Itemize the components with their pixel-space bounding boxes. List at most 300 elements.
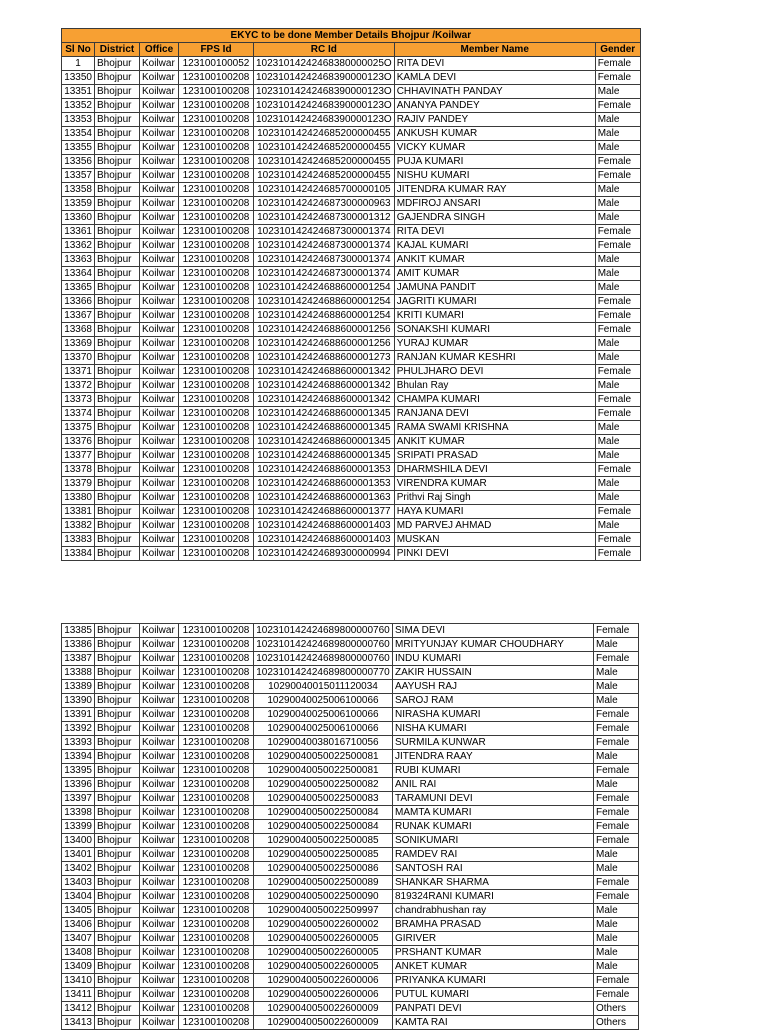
cell-rc-id: 10290040050022500081 [254,750,393,764]
cell-sl-no: 13396 [62,778,95,792]
table-row [62,988,639,1002]
cell-fps-id: 123100100208 [179,183,254,197]
cell-district: Bhojpur [95,694,140,708]
cell-rc-id: 102310142424688600001256 [254,337,395,351]
cell-gender: Male [594,848,639,862]
table-row [62,708,639,722]
cell-sl-no: 13397 [62,792,95,806]
cell-office: Koilwar [140,890,179,904]
cell-member-name: GIRIVER [393,932,594,946]
cell-member-name: KRITI KUMARI [394,309,595,323]
cell-member-name: YURAJ KUMAR [394,337,595,351]
cell-rc-id: 102310142424688600001363 [254,491,395,505]
cell-gender: Female [595,155,640,169]
cell-gender: Female [595,169,640,183]
cell-gender: Male [595,351,640,365]
header-sl-no: Sl No [62,43,95,57]
cell-gender: Female [595,463,640,477]
cell-member-name: TARAMUNI DEVI [393,792,594,806]
cell-rc-id: 10290040050022600005 [254,946,393,960]
cell-district: Bhojpur [95,127,140,141]
cell-rc-id: 102310142424687300001374 [254,239,395,253]
sheet-title: EKYC to be done Member Details Bhojpur /Koilwar [62,29,641,43]
cell-sl-no: 13398 [62,806,95,820]
table-row [62,680,639,694]
cell-district: Bhojpur [95,85,140,99]
table-row [62,239,641,253]
cell-office: Koilwar [140,505,179,519]
cell-member-name: SONAKSHI KUMARI [394,323,595,337]
cell-office: Koilwar [140,309,179,323]
cell-office: Koilwar [140,834,179,848]
cell-member-name: ZAKIR HUSSAIN [393,666,594,680]
cell-sl-no: 13402 [62,862,95,876]
cell-rc-id: 10290040050022500083 [254,792,393,806]
cell-district: Bhojpur [95,722,140,736]
cell-sl-no: 13376 [62,435,95,449]
table-row [62,519,641,533]
cell-office: Koilwar [140,638,179,652]
cell-gender: Others [594,1016,639,1030]
cell-sl-no: 1 [62,57,95,71]
cell-office: Koilwar [140,974,179,988]
cell-gender: Female [594,988,639,1002]
cell-rc-id: 10290040050022600006 [254,974,393,988]
cell-sl-no: 13363 [62,253,95,267]
cell-office: Koilwar [140,666,179,680]
table-row [62,323,641,337]
cell-rc-id: 10290040050022509997 [254,904,393,918]
cell-sl-no: 13361 [62,225,95,239]
cell-rc-id: 102310142424688600001377 [254,505,395,519]
cell-fps-id: 123100100208 [179,876,254,890]
cell-gender: Male [595,449,640,463]
cell-office: Koilwar [140,820,179,834]
table-row [62,932,639,946]
table-row [62,1002,639,1016]
table-row [62,407,641,421]
cell-sl-no: 13378 [62,463,95,477]
cell-office: Koilwar [140,337,179,351]
cell-fps-id: 123100100208 [179,708,254,722]
cell-fps-id: 123100100208 [179,127,254,141]
cell-district: Bhojpur [95,1002,140,1016]
cell-district: Bhojpur [95,519,140,533]
cell-sl-no: 13356 [62,155,95,169]
table-row [62,820,639,834]
cell-sl-no: 13358 [62,183,95,197]
cell-fps-id: 123100100208 [179,750,254,764]
table-row [62,57,641,71]
cell-sl-no: 13360 [62,211,95,225]
table-row [62,918,639,932]
cell-district: Bhojpur [95,337,140,351]
cell-member-name: chandrabhushan ray [393,904,594,918]
cell-fps-id: 123100100208 [179,652,254,666]
cell-gender: Female [595,533,640,547]
cell-member-name: Bhulan Ray [394,379,595,393]
cell-rc-id: 102310142424687300001374 [254,225,395,239]
cell-fps-id: 123100100208 [179,505,254,519]
cell-district: Bhojpur [95,848,140,862]
cell-rc-id: 102310142424687300001312 [254,211,395,225]
cell-office: Koilwar [140,876,179,890]
cell-district: Bhojpur [95,197,140,211]
cell-office: Koilwar [140,533,179,547]
table-row [62,169,641,183]
cell-member-name: RUBI KUMARI [393,764,594,778]
table-row [62,71,641,85]
cell-member-name: PUTUL KUMARI [393,988,594,1002]
cell-district: Bhojpur [95,225,140,239]
cell-sl-no: 13383 [62,533,95,547]
cell-gender: Male [594,778,639,792]
cell-sl-no: 13388 [62,666,95,680]
cell-rc-id: 102310142424688600001403 [254,519,395,533]
cell-fps-id: 123100100208 [179,820,254,834]
cell-gender: Female [594,722,639,736]
cell-fps-id: 123100100052 [179,57,254,71]
cell-rc-id: 10290040050022600002 [254,918,393,932]
cell-gender: Male [595,127,640,141]
cell-sl-no: 13373 [62,393,95,407]
table-row [62,533,641,547]
table-row [62,477,641,491]
cell-sl-no: 13407 [62,932,95,946]
cell-sl-no: 13392 [62,722,95,736]
cell-fps-id: 123100100208 [179,904,254,918]
cell-district: Bhojpur [95,624,140,638]
cell-fps-id: 123100100208 [179,169,254,183]
cell-fps-id: 123100100208 [179,638,254,652]
cell-district: Bhojpur [95,806,140,820]
cell-gender: Male [594,638,639,652]
cell-sl-no: 13379 [62,477,95,491]
cell-member-name: SIMA DEVI [393,624,594,638]
cell-sl-no: 13401 [62,848,95,862]
cell-member-name: 819324RANI KUMARI [393,890,594,904]
cell-office: Koilwar [140,169,179,183]
cell-district: Bhojpur [95,113,140,127]
cell-gender: Male [594,694,639,708]
cell-gender: Male [595,85,640,99]
cell-rc-id: 10290040050022600005 [254,932,393,946]
cell-district: Bhojpur [95,778,140,792]
cell-office: Koilwar [140,694,179,708]
cell-gender: Male [594,680,639,694]
cell-fps-id: 123100100208 [179,848,254,862]
cell-member-name: AAYUSH RAJ [393,680,594,694]
cell-district: Bhojpur [95,834,140,848]
cell-rc-id: 102310142424687300001374 [254,267,395,281]
cell-sl-no: 13366 [62,295,95,309]
cell-district: Bhojpur [95,680,140,694]
cell-gender: Male [595,337,640,351]
cell-sl-no: 13365 [62,281,95,295]
cell-district: Bhojpur [95,904,140,918]
cell-fps-id: 123100100208 [179,974,254,988]
cell-sl-no: 13355 [62,141,95,155]
cell-office: Koilwar [140,463,179,477]
cell-fps-id: 123100100208 [179,778,254,792]
cell-sl-no: 13359 [62,197,95,211]
cell-office: Koilwar [140,449,179,463]
cell-office: Koilwar [140,680,179,694]
cell-member-name: JITENDRA KUMAR RAY [394,183,595,197]
cell-rc-id: 10290040025006100066 [254,722,393,736]
cell-office: Koilwar [140,99,179,113]
cell-gender: Male [595,477,640,491]
cell-sl-no: 13399 [62,820,95,834]
cell-sl-no: 13357 [62,169,95,183]
cell-sl-no: 13403 [62,876,95,890]
cell-sl-no: 13371 [62,365,95,379]
cell-member-name: PINKI DEVI [394,547,595,561]
cell-rc-id: 102310142424688600001342 [254,365,395,379]
cell-rc-id: 10290040050022600009 [254,1002,393,1016]
cell-fps-id: 123100100208 [179,736,254,750]
cell-rc-id: 10290040050022500086 [254,862,393,876]
header-gender: Gender [595,43,640,57]
cell-district: Bhojpur [95,764,140,778]
cell-office: Koilwar [140,946,179,960]
cell-rc-id: 10290040050022500090 [254,890,393,904]
cell-office: Koilwar [140,491,179,505]
cell-fps-id: 123100100208 [179,533,254,547]
cell-sl-no: 13370 [62,351,95,365]
cell-member-name: CHHAVINATH PANDAY [394,85,595,99]
cell-district: Bhojpur [95,365,140,379]
cell-gender: Female [595,407,640,421]
cell-sl-no: 13352 [62,99,95,113]
cell-office: Koilwar [140,379,179,393]
cell-sl-no: 13351 [62,85,95,99]
cell-rc-id: 102310142424689800000760 [254,652,393,666]
cell-fps-id: 123100100208 [179,435,254,449]
cell-district: Bhojpur [95,918,140,932]
cell-member-name: PHULJHARO DEVI [394,365,595,379]
cell-district: Bhojpur [95,547,140,561]
cell-member-name: NIRASHA KUMARI [393,708,594,722]
cell-rc-id: 102310142424688600001342 [254,379,395,393]
cell-district: Bhojpur [95,449,140,463]
cell-gender: Male [595,281,640,295]
cell-fps-id: 123100100208 [179,694,254,708]
cell-office: Koilwar [140,988,179,1002]
cell-member-name: PRIYANKA KUMARI [393,974,594,988]
ekyc-member-table [61,28,641,561]
cell-gender: Male [595,113,640,127]
cell-member-name: DHARMSHILA DEVI [394,463,595,477]
cell-sl-no: 13409 [62,960,95,974]
cell-office: Koilwar [140,862,179,876]
cell-fps-id: 123100100208 [179,309,254,323]
cell-member-name: RAMDEV RAI [393,848,594,862]
cell-fps-id: 123100100208 [179,71,254,85]
cell-district: Bhojpur [95,155,140,169]
cell-gender: Female [595,239,640,253]
cell-district: Bhojpur [95,1016,140,1030]
table-row [62,421,641,435]
cell-district: Bhojpur [95,351,140,365]
cell-office: Koilwar [140,652,179,666]
cell-gender: Female [595,57,640,71]
header-member-name: Member Name [394,43,595,57]
table-row [62,750,639,764]
cell-rc-id: 102310142424688600001353 [254,477,395,491]
cell-sl-no: 13374 [62,407,95,421]
table-row [62,890,639,904]
table-row [62,141,641,155]
table-row [62,792,639,806]
cell-fps-id: 123100100208 [179,491,254,505]
table-row [62,155,641,169]
cell-member-name: KAJAL KUMARI [394,239,595,253]
cell-office: Koilwar [140,904,179,918]
cell-sl-no: 13408 [62,946,95,960]
cell-office: Koilwar [140,85,179,99]
table-row [62,267,641,281]
table-row [62,379,641,393]
cell-district: Bhojpur [95,323,140,337]
cell-district: Bhojpur [95,295,140,309]
cell-fps-id: 123100100208 [179,946,254,960]
table-row [62,99,641,113]
cell-office: Koilwar [140,225,179,239]
cell-district: Bhojpur [95,477,140,491]
table-row [62,225,641,239]
header-district: District [95,43,140,57]
cell-gender: Male [595,435,640,449]
table-row [62,904,639,918]
cell-office: Koilwar [140,197,179,211]
cell-office: Koilwar [140,1016,179,1030]
cell-gender: Male [594,918,639,932]
cell-office: Koilwar [140,477,179,491]
table-row [62,638,639,652]
cell-member-name: INDU KUMARI [393,652,594,666]
cell-gender: Male [594,666,639,680]
cell-gender: Female [594,834,639,848]
cell-member-name: RUNAK KUMARI [393,820,594,834]
cell-gender: Female [594,708,639,722]
cell-member-name: ANANYA PANDEY [394,99,595,113]
cell-district: Bhojpur [95,792,140,806]
cell-member-name: SONIKUMARI [393,834,594,848]
cell-rc-id: 102310142424685200000455 [254,141,395,155]
table-row [62,547,641,561]
cell-rc-id: 10290040050022600005 [254,960,393,974]
table-row [62,183,641,197]
cell-rc-id: 10290040050022500082 [254,778,393,792]
cell-rc-id: 102310142424685200000455 [254,127,395,141]
cell-member-name: ANKIT KUMAR [394,253,595,267]
cell-district: Bhojpur [95,638,140,652]
table-row [62,351,641,365]
table-row [62,974,639,988]
cell-fps-id: 123100100208 [179,764,254,778]
cell-rc-id: 102310142424688600001345 [254,449,395,463]
table-row [62,337,641,351]
cell-district: Bhojpur [95,946,140,960]
table-row [62,505,641,519]
cell-sl-no: 13406 [62,918,95,932]
cell-gender: Female [594,806,639,820]
cell-district: Bhojpur [95,267,140,281]
cell-sl-no: 13400 [62,834,95,848]
cell-district: Bhojpur [95,988,140,1002]
cell-district: Bhojpur [95,652,140,666]
table-row [62,960,639,974]
cell-gender: Male [595,197,640,211]
table-row [62,127,641,141]
cell-gender: Female [595,309,640,323]
cell-sl-no: 13382 [62,519,95,533]
header-fps-id: FPS Id [179,43,254,57]
cell-district: Bhojpur [95,435,140,449]
cell-member-name: MUSKAN [394,533,595,547]
cell-office: Koilwar [140,57,179,71]
cell-member-name: GAJENDRA SINGH [394,211,595,225]
cell-district: Bhojpur [95,253,140,267]
cell-rc-id: 102310142424687300000963 [254,197,395,211]
table-row [62,666,639,680]
table-row [62,876,639,890]
ekyc-member-table-continued [61,623,639,1030]
cell-district: Bhojpur [95,890,140,904]
cell-office: Koilwar [140,113,179,127]
cell-sl-no: 13364 [62,267,95,281]
cell-gender: Male [594,960,639,974]
table-row [62,722,639,736]
cell-sl-no: 13393 [62,736,95,750]
cell-district: Bhojpur [95,99,140,113]
cell-sl-no: 13362 [62,239,95,253]
cell-rc-id: 10290040050022500085 [254,834,393,848]
cell-rc-id: 102310142424688600001254 [254,281,395,295]
cell-rc-id: 102310142424688600001345 [254,407,395,421]
table-row [62,946,639,960]
cell-rc-id: 10290040038016710056 [254,736,393,750]
cell-member-name: VIRENDRA KUMAR [394,477,595,491]
sheet-title-row [62,29,641,43]
cell-gender: Female [594,624,639,638]
cell-fps-id: 123100100208 [179,890,254,904]
table-row [62,393,641,407]
cell-gender: Female [594,820,639,834]
cell-gender: Female [595,393,640,407]
table-row [62,309,641,323]
column-header-row [62,43,641,57]
cell-office: Koilwar [140,624,179,638]
cell-rc-id: 102310142424685200000455 [254,169,395,183]
cell-rc-id: 10290040050022500081 [254,764,393,778]
cell-rc-id: 102310142424689800000760 [254,638,393,652]
cell-member-name: RITA DEVI [394,57,595,71]
cell-office: Koilwar [140,323,179,337]
cell-office: Koilwar [140,239,179,253]
cell-fps-id: 123100100208 [179,225,254,239]
cell-district: Bhojpur [95,407,140,421]
cell-gender: Female [594,792,639,806]
cell-rc-id: 10290040050022600009 [254,1016,393,1030]
cell-office: Koilwar [140,365,179,379]
cell-rc-id: 10290040050022500089 [254,876,393,890]
cell-fps-id: 123100100208 [179,155,254,169]
cell-sl-no: 13377 [62,449,95,463]
cell-member-name: NISHA KUMARI [393,722,594,736]
header-office: Office [140,43,179,57]
